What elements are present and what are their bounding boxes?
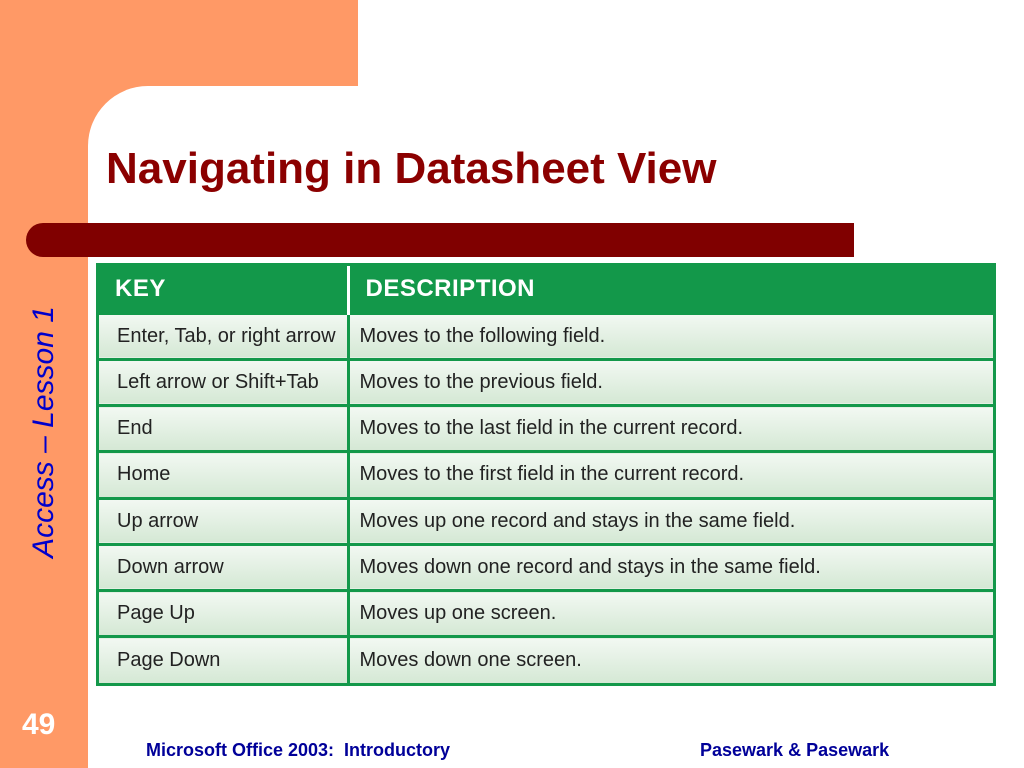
- key-cell: Down arrow: [99, 544, 348, 590]
- table-row: [99, 498, 993, 544]
- title-underline-bar: [26, 223, 854, 257]
- side-label: Access – Lesson 1: [27, 306, 60, 558]
- description-cell: Moves down one screen.: [348, 637, 993, 683]
- table-row: [99, 313, 993, 359]
- header-description: DESCRIPTION: [348, 266, 993, 313]
- description-cell: Moves to the last field in the current record.: [348, 406, 993, 452]
- key-cell: Page Down: [99, 637, 348, 683]
- table-row: [99, 544, 993, 590]
- table-row: [99, 452, 993, 498]
- table-header-row: [99, 266, 993, 313]
- footer-course-title: Microsoft Office 2003: Introductory: [146, 740, 451, 760]
- slide-number: 49: [22, 708, 56, 741]
- header-key: KEY: [99, 266, 348, 313]
- description-cell: Moves down one record and stays in the same field.: [348, 544, 993, 590]
- key-cell: Up arrow: [99, 498, 348, 544]
- description-cell: Moves to the first field in the current record.: [348, 452, 993, 498]
- table-row: [99, 591, 993, 637]
- key-cell: Home: [99, 452, 348, 498]
- footer-authors: Pasewark & Pasewark: [700, 740, 890, 760]
- page-title: Navigating in Datasheet View: [106, 144, 717, 193]
- key-cell: Page Up: [99, 591, 348, 637]
- table-row: [99, 406, 993, 452]
- description-cell: Moves up one record and stays in the same field.: [348, 498, 993, 544]
- key-cell: Left arrow or Shift+Tab: [99, 359, 348, 405]
- description-cell: Moves to the following field.: [348, 313, 993, 359]
- table-row: [99, 359, 993, 405]
- key-table: [99, 266, 993, 683]
- description-cell: Moves up one screen.: [348, 591, 993, 637]
- key-cell: End: [99, 406, 348, 452]
- key-cell: Enter, Tab, or right arrow: [99, 313, 348, 359]
- table-row: [99, 637, 993, 683]
- description-cell: Moves to the previous field.: [348, 359, 993, 405]
- key-table-container: [96, 263, 996, 686]
